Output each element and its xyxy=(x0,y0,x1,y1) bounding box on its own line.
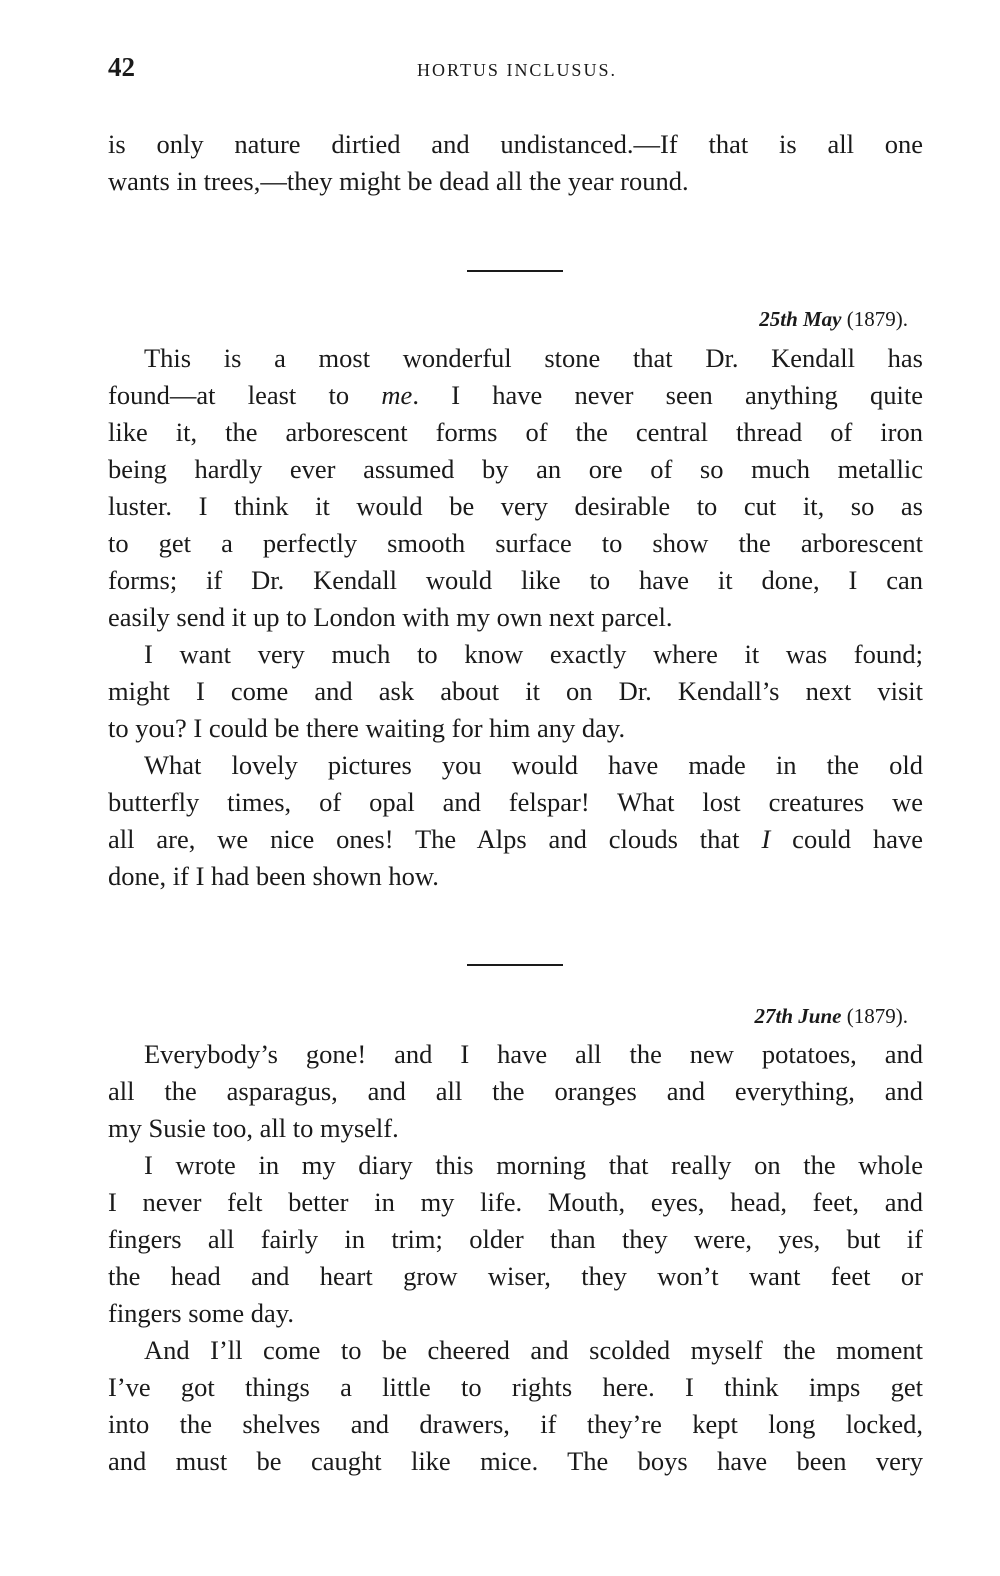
text-line: like it, the arborescent forms of the central thread of iron xyxy=(108,417,923,447)
section-divider xyxy=(467,964,563,966)
text-line: being hardly ever assumed by an ore of so much metallic xyxy=(108,454,923,484)
opening-paragraph xyxy=(108,126,923,200)
emphasis: I xyxy=(761,824,771,854)
running-title: HORTUS INCLUSUS. xyxy=(417,60,617,80)
text-line: the head and heart grow wiser, they won’t want feet or xyxy=(108,1261,923,1291)
text-line: I wrote in my diary this morning that really on the whole xyxy=(144,1150,923,1180)
text-line: done, if I had been shown how. xyxy=(108,861,439,891)
text-line: Everybody’s gone! and I have all the new potatoes, and xyxy=(144,1039,923,1069)
text-line: butterfly times, of opal and felspar! What lost creatures we xyxy=(108,787,923,817)
section-divider xyxy=(467,270,563,272)
text-line: all the asparagus, and all the oranges and everything, and xyxy=(108,1076,923,1106)
text-line: easily send it up to London with my own next parcel. xyxy=(108,602,673,632)
emphasis: me xyxy=(381,380,413,410)
letter-date xyxy=(755,1004,908,1029)
page-number: 42 xyxy=(108,52,135,82)
text-line: And I’ll come to be cheered and scolded myself the moment xyxy=(144,1335,923,1365)
text-line: What lovely pictures you would have made in the old xyxy=(144,750,923,780)
date-day: 25th May xyxy=(759,307,842,331)
text-line: my Susie too, all to myself. xyxy=(108,1113,399,1143)
text-line: to get a perfectly smooth surface to show the arborescent xyxy=(108,528,923,558)
date-year: (1879). xyxy=(846,307,908,331)
text-line: into the shelves and drawers, if they’re kept long locked, xyxy=(108,1409,923,1439)
date-day: 27th June xyxy=(754,1004,842,1028)
text-line: fingers all fairly in trim; older than they were, yes, but if xyxy=(108,1224,923,1254)
text-line: fingers some day. xyxy=(108,1298,294,1328)
text-line: forms; if Dr. Kendall would like to have it done, I can xyxy=(108,565,923,595)
date-year: (1879). xyxy=(846,1004,908,1028)
text-line: I want very much to know exactly where it was found; xyxy=(144,639,923,669)
letter-date xyxy=(759,307,908,332)
letter-body xyxy=(108,340,923,895)
text-line: I never felt better in my life. Mouth, eyes, head, feet, and xyxy=(108,1187,923,1217)
text-line: to you? I could be there waiting for him any day. xyxy=(108,713,626,743)
text-line: is only nature dirtied and undistanced.—If that is all one xyxy=(108,129,923,159)
text-line: found—at least to me. I have never seen anything quite xyxy=(108,380,923,410)
text-line: all are, we nice ones! The Alps and clouds that I could have xyxy=(108,824,923,854)
letter-body xyxy=(108,1036,923,1480)
text-line: and must be caught like mice. The boys have been very xyxy=(108,1446,923,1476)
text-line: I’ve got things a little to rights here. I think imps get xyxy=(108,1372,923,1402)
text-line: This is a most wonderful stone that Dr. Kendall has xyxy=(144,343,923,373)
page-header xyxy=(108,52,926,92)
text-line: luster. I think it would be very desirable to cut it, so as xyxy=(108,491,923,521)
text-line: wants in trees,—they might be dead all the year round. xyxy=(108,166,689,196)
text-line: might I come and ask about it on Dr. Kendall’s next visit xyxy=(108,676,923,706)
